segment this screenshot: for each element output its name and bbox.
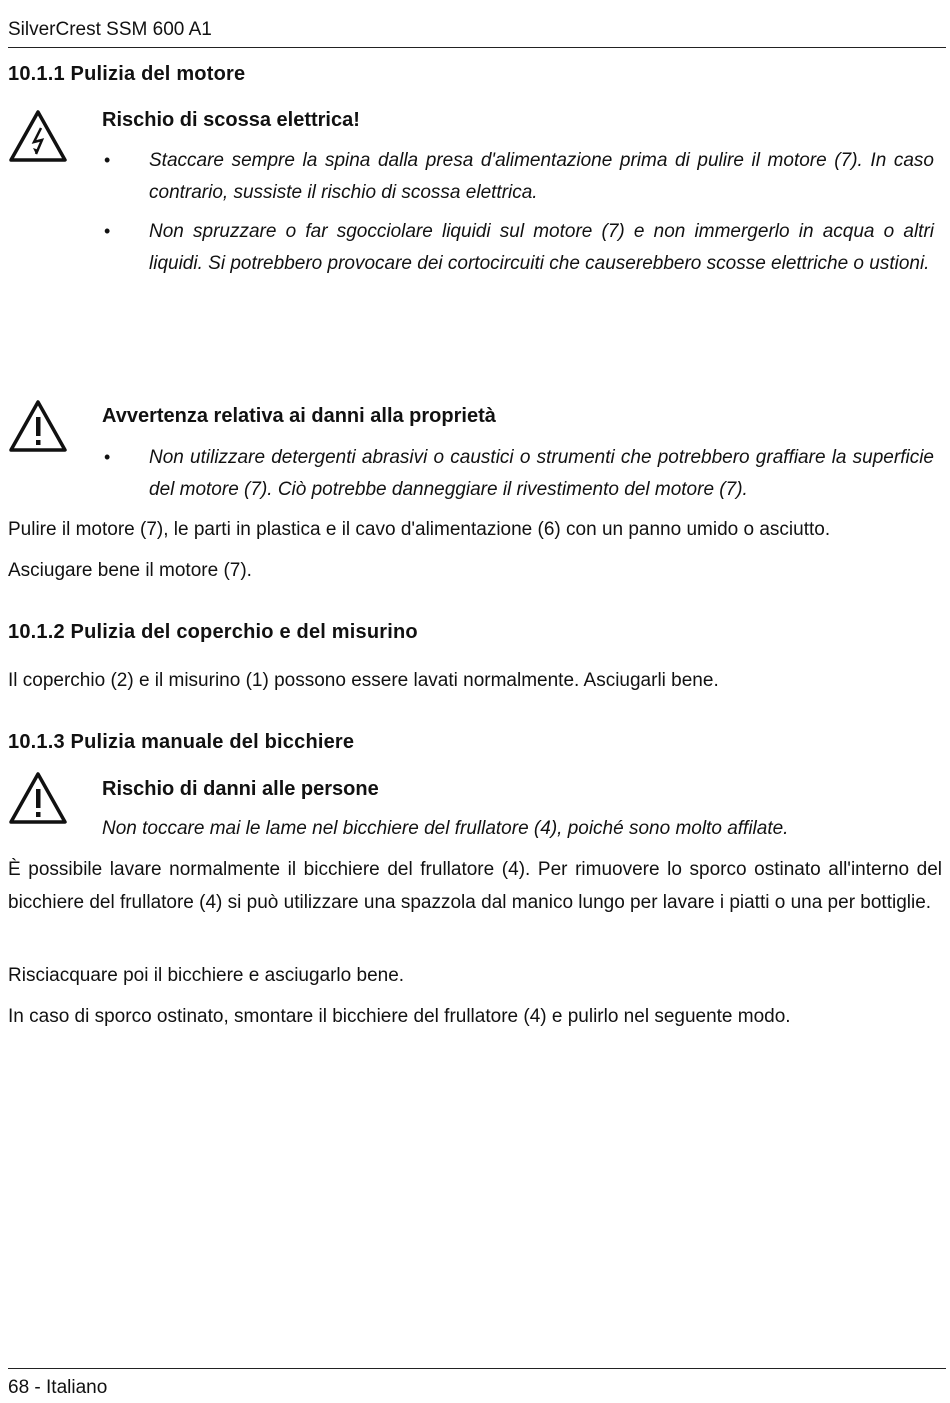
general-warning-icon bbox=[8, 398, 68, 454]
warning-title-property: Avvertenza relativa ai danni alla proprietà bbox=[102, 405, 496, 427]
section-heading-bicchiere: 10.1.3 Pulizia manuale del bicchiere bbox=[8, 731, 355, 753]
document-title: SilverCrest SSM 600 A1 bbox=[8, 19, 212, 40]
page-header bbox=[8, 0, 946, 48]
page-footer bbox=[8, 1368, 946, 1403]
paragraph: Risciacquare poi il bicchiere e asciugarlo bene. bbox=[8, 965, 405, 986]
paragraph: Pulire il motore (7), le parti in plastica e il cavo d'alimentazione (6) con un panno umido o asciutto. bbox=[8, 519, 831, 540]
electric-shock-warning-icon bbox=[8, 108, 68, 164]
paragraph: È possibile lavare normalmente il bicchiere del frullatore (4). Per rimuovere lo sporco ostinato all'interno del bicchiere del frullatore (4) si può utilizzare una spazzola dal manico lungo per lavare i piatti o una per bottiglie. bbox=[8, 859, 942, 913]
bullet-icon: • bbox=[104, 447, 111, 467]
warning-text: Non toccare mai le lame nel bicchiere del frullatore (4), poiché sono molto affilate. bbox=[102, 818, 789, 839]
bullet-text: Staccare sempre la spina dalla presa d'alimentazione prima di pulire il motore (7). In caso contrario, sussiste il rischio di scossa elettrica. bbox=[149, 150, 934, 203]
section-heading-coperchio: 10.1.2 Pulizia del coperchio e del misurino bbox=[8, 621, 418, 643]
section-heading-motore: 10.1.1 Pulizia del motore bbox=[8, 63, 246, 85]
paragraph: Asciugare bene il motore (7). bbox=[8, 560, 252, 581]
paragraph: Il coperchio (2) e il misurino (1) possono essere lavati normalmente. Asciugarli bene. bbox=[8, 670, 719, 691]
bullet-icon: • bbox=[104, 221, 111, 241]
warning-title-persons: Rischio di danni alle persone bbox=[102, 778, 379, 800]
bullet-text: Non utilizzare detergenti abrasivi o caustici o strumenti che potrebbero graffiare la superficie del motore (7). Ciò potrebbe danneggiare il rivestimento del motore (7). bbox=[149, 447, 934, 500]
paragraph: In caso di sporco ostinato, smontare il bicchiere del frullatore (4) e pulirlo nel seguente modo. bbox=[8, 1006, 791, 1027]
page-number: 68 - Italiano bbox=[8, 1377, 108, 1398]
warning-title-electric: Rischio di scossa elettrica! bbox=[102, 109, 360, 131]
bullet-text: Non spruzzare o far sgocciolare liquidi sul motore (7) e non immergerlo in acqua o altri liquidi. Si potrebbero provocare dei cortocircuiti che causerebbero scosse elettriche o ustioni. bbox=[149, 221, 934, 274]
general-warning-icon bbox=[8, 770, 68, 826]
bullet-icon: • bbox=[104, 150, 111, 170]
